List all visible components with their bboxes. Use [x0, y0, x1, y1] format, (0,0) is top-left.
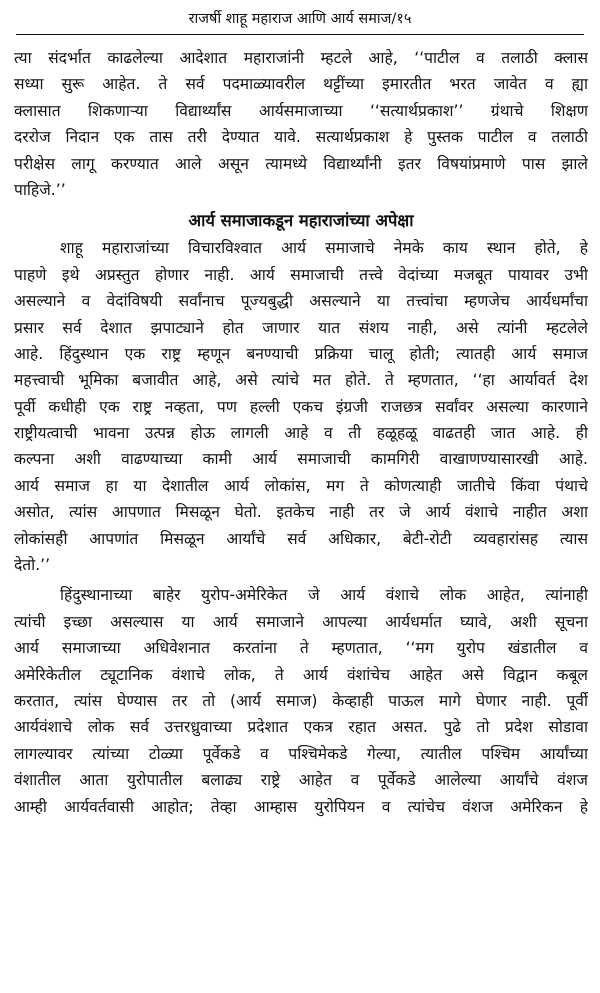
text-line: लोकांसही आपणांत मिसळून आर्यांचे सर्व अधिकार, बेटी-रोटी व्यवहारांसह त्यास	[14, 529, 588, 548]
text-line: हिंदुस्थानाच्या बाहेर युरोप-अमेरिकेत जे आर्य वंशाचे लोक आहेत, त्यांनाही	[60, 586, 588, 605]
text-line: असल्याने व वेदांविषयी सर्वांनाच पूज्यबुद्धी असल्याने या तत्त्वांचा म्हणजेच आर्यधर्मांचा	[14, 292, 588, 311]
text-line: आम्ही आर्यवर्तवासी आहोत; तेव्हा आम्हास युरोपियन व त्यांचेच वंशज अमेरिकन हे	[14, 797, 588, 816]
text-line: देतो.’’	[14, 556, 51, 575]
running-header: राजर्षी शाहू महाराज आणि आर्य समाज/१५	[16, 0, 584, 35]
text-line: कल्पना अशी वाढण्याच्या कामी आर्य समाजाची कामगिरी वाखाणण्यासारखी आहे.	[14, 450, 588, 469]
text-line: करतात, त्यांस घेण्यास तर तो (आर्य समाज) केव्हाही पाऊल मागे घेणार नाही. पूर्वी	[14, 691, 588, 710]
text-line: क्लासात शिकणाऱ्या विद्यार्थ्यांस आर्यसमाजाच्या ‘‘सत्यार्थप्रकाश’’ ग्रंथाचे शिक्षण	[14, 101, 588, 120]
text-line: त्यांची इच्छा असल्यास या आर्य समाजाने आपल्या आर्यधर्मात घ्यावे, अशी सूचना	[14, 612, 588, 631]
text-line: पाहिजे.’’	[14, 180, 66, 199]
text-line: प्रसार सर्व देशात झपाट्याने होत जाणार यात संशय नाही, असे त्यांनी म्हटलेले	[14, 318, 588, 337]
text-line: महत्त्वाची भूमिका बजावीत आहे, असे त्यांचे मत होते. ते म्हणतात, ‘‘हा आर्यावर्त देश	[14, 371, 588, 390]
text-line: पाहणे इथे अप्रस्तुत होणार नाही. आर्य समाजाची तत्त्वे वेदांच्या मजबूत पायावर उभी	[14, 265, 588, 284]
section-heading: आर्य समाजाकडून महाराजांच्या अपेक्षा	[188, 211, 414, 231]
text-line: दररोज निदान एक तास तरी देण्यात यावे. सत्यार्थप्रकाश हे पुस्तक पाटील व तलाठी	[14, 128, 588, 147]
text-line: पूर्वी कधीही एक राष्ट्र नव्हता, पण हल्ली एकच इंग्रजी राजछत्र सर्वांवर असल्या कारणाने	[14, 397, 588, 416]
text-line: त्या संदर्भात काढलेल्या आदेशात महाराजांनी म्हटले आहे, ‘‘पाटील व तलाठी क्लास	[14, 49, 588, 67]
text-line: आर्य समाज हा या देशातील आर्य लोकांस, मग ते कोणत्याही जातीचे किंवा पंथाचे	[14, 476, 588, 495]
paragraph-1	[14, 45, 588, 203]
text-line: सध्या सुरू आहेत. ते सर्व पदमाळ्यावरील थट्टींच्या इमारतीत भरत जावेत व ह्या	[14, 75, 588, 94]
text-line: राष्ट्रीयत्वाची भावना उत्पन्न होऊ लागली आहे व ती हळूहळू वाढतही जात आहे. ही	[14, 424, 588, 443]
page-body	[14, 45, 588, 820]
paragraph-2	[14, 235, 588, 578]
text-line: लागल्यावर त्यांच्या टोळ्या पूर्वेकडे व पश्चिमेकडे गेल्या, त्यातील पश्चिम आर्यांच्या	[14, 744, 588, 763]
text-line: परीक्षेस लागू करण्यात आले असून त्यामध्ये विद्यार्थ्यांनी इतर विषयांप्रमाणे पास झाले	[14, 154, 588, 173]
text-line: वंशातील आता युरोपातील बलाढ्य राष्ट्रे आहेत व पूर्वेकडे आलेल्या आर्यांचे वंशज	[14, 771, 588, 790]
text-line: असोत, त्यांस आपणात मिसळून घेतो. इतकेच नाही तर जे आर्य वंशाचे नाहीत अशा	[14, 503, 588, 522]
text-line: आर्यवंशाचे लोक सर्व उत्तरध्रुवाच्या प्रदेशात एकत्र रहात असत. पुढे तो प्रदेश सोडावा	[14, 718, 588, 737]
text-line: आर्य समाजाच्या अधिवेशनात करतांना ते म्हणतात, ‘‘मग युरोप खंडातील व	[14, 639, 588, 658]
text-line: शाहू महाराजांच्या विचारविश्वात आर्य समाजाचे नेमके काय स्थान होते, हे	[60, 239, 588, 258]
paragraph-3	[14, 582, 588, 820]
text-line: आहे. हिंदुस्थान एक राष्ट्र म्हणून बनण्याची प्रक्रिया चालू होती; त्यातही आर्य समाज	[14, 344, 588, 363]
text-line: अमेरिकेतील ट्यूटानिक वंशाचे लोक, ते आर्य वंशांचेच आहेत असे विद्वान कबूल	[14, 665, 588, 684]
